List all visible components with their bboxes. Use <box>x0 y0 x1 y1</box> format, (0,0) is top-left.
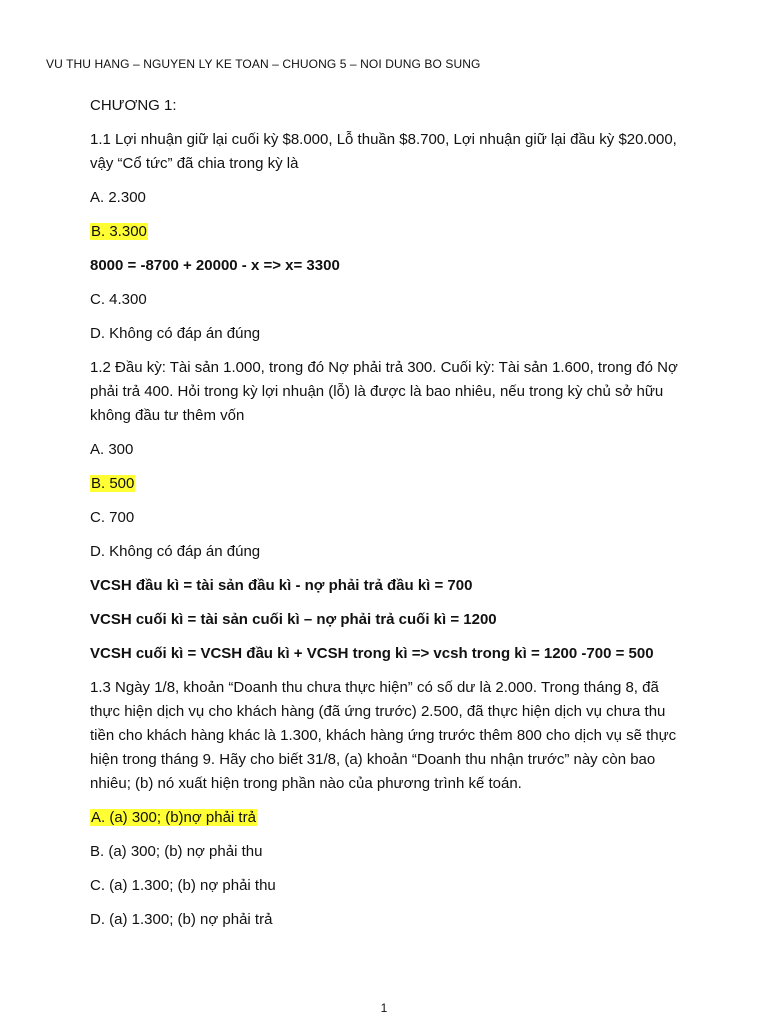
q2-option-b-highlighted: B. 500 <box>91 475 135 492</box>
chapter-title: CHƯƠNG 1: <box>90 97 177 114</box>
page-header: VU THU HANG – NGUYEN LY KE TOAN – CHUONG 5 – NOI DUNG BO SUNG <box>46 57 481 71</box>
q3-option-b: B. (a) 300; (b) nợ phải thu <box>90 843 263 860</box>
q1-working: 8000 = -8700 + 20000 - x => x= 3300 <box>90 257 340 274</box>
q3-option-d: D. (a) 1.300; (b) nợ phải trả <box>90 911 273 928</box>
question-1-3: 1.3 Ngày 1/8, khoản “Doanh thu chưa thực hiện” có số dư là 2.000. Trong tháng 8, đã thực hiện dịch vụ cho khách hàng (đã ứng trước) 2.500, đã thực hiện dịch vụ chưa thu tiền cho khách hàng khác là 1.300, khách hàng ứng trước thêm 800 cho dịch vụ sẽ thực hiện trong tháng 9. Hãy cho biết 31/8, (a) khoản “Doanh thu nhận trước” này còn bao nhiêu; (b) nó xuất hiện trong phần nào của phương trình kế toán. <box>90 679 677 792</box>
question-1-1: 1.1 Lợi nhuận giữ lại cuối kỳ $8.000, Lỗ thuần $8.700, Lợi nhuận giữ lại đầu kỳ $20.000, vậy “Cổ tức” đã chia trong kỳ là <box>90 131 677 172</box>
q1-option-b-highlighted: B. 3.300 <box>91 223 147 240</box>
document-body <box>90 94 680 942</box>
q2-option-a: A. 300 <box>90 441 134 458</box>
q1-option-d: D. Không có đáp án đúng <box>90 325 261 342</box>
question-1-2: 1.2 Đầu kỳ: Tài sản 1.000, trong đó Nợ phải trả 300. Cuối kỳ: Tài sản 1.600, trong đó Nợ phải trả 400. Hỏi trong kỳ lợi nhuận (lỗ) là được là bao nhiêu, nếu trong kỳ chủ sở hữu không đầu tư thêm vốn <box>90 359 678 424</box>
page-number: 1 <box>380 1001 388 1015</box>
q2-working-2: VCSH cuối kì = tài sản cuối kì – nợ phải trả cuối kì = 1200 <box>90 611 497 628</box>
q2-working-3: VCSH cuối kì = VCSH đầu kì + VCSH trong kì => vcsh trong kì = 1200 -700 = 500 <box>90 645 654 662</box>
q2-working-1: VCSH đầu kì = tài sản đầu kì - nợ phải trả đầu kì = 700 <box>90 577 473 594</box>
q3-option-c: C. (a) 1.300; (b) nợ phải thu <box>90 877 276 894</box>
q2-option-d: D. Không có đáp án đúng <box>90 543 261 560</box>
q1-option-c: C. 4.300 <box>90 291 147 308</box>
q3-option-a-highlighted: A. (a) 300; (b)nợ phải trả <box>91 809 256 826</box>
q2-option-c: C. 700 <box>90 509 135 526</box>
q1-option-a: A. 2.300 <box>90 189 146 206</box>
